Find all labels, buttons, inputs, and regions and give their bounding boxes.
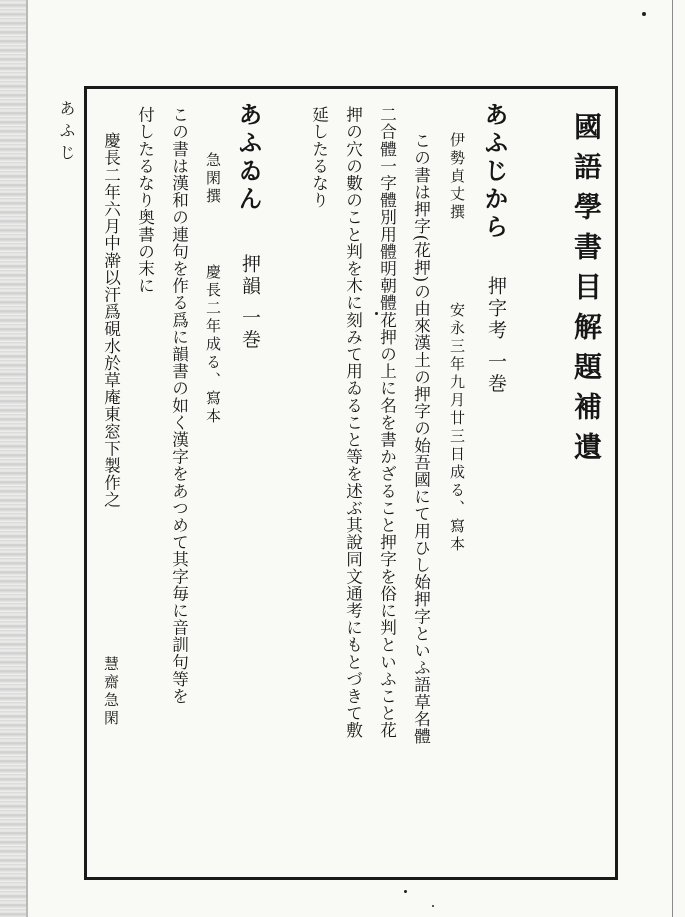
entry-1-body-line-3: 押の穴の數のこと判を木に刻みて用ゐること等を述ぶ其說同文通考にもとづきて敷 xyxy=(343,106,363,739)
running-head: あふじ xyxy=(57,100,76,166)
entry-1-book-title: 押字考 一巻 xyxy=(485,276,507,396)
gutter-edge-line xyxy=(26,0,28,917)
entry-2-heading-kana: あふゐん xyxy=(234,102,263,214)
entry-1-body-line-1: この書は押字(花押)の由來漢土の押字の始吾國にて用ひし始押字といふ語草名體 xyxy=(411,132,431,745)
page-title: 國語學書目解題補遺 xyxy=(570,112,603,472)
entry-1-author: 伊勢貞丈撰 xyxy=(448,132,466,222)
entry-2-body-line-2: 付したるなり奥書の末に xyxy=(135,106,155,295)
entry-1-body-line-4: 延したるなり xyxy=(309,106,329,209)
entry-2-signature: 慧齋急閑 xyxy=(102,656,120,728)
scan-speck xyxy=(642,12,646,16)
scan-speck xyxy=(375,312,378,315)
scan-speck xyxy=(432,905,434,907)
entry-2-author: 急閑撰 xyxy=(204,152,222,206)
entry-2-colophon: 慶長二年六月中澣以汗爲硯水於草庵東窓下製作之 xyxy=(101,132,121,509)
entry-1-heading-kana: あふじから xyxy=(480,102,509,242)
page-right-edge xyxy=(672,0,673,917)
scan-speck xyxy=(404,890,407,893)
page-gutter-shadow xyxy=(0,0,26,917)
entry-2-body-line-1: この書は漢和の連句を作る爲に韻書の如く漢字をあつめて其字毎に音訓句等を xyxy=(169,106,189,705)
entry-2-book-title: 押韻 一巻 xyxy=(239,254,261,352)
entry-2-date-note: 慶長二年成る、寫本 xyxy=(204,264,222,426)
entry-1-date-note: 安永三年九月廿三日成る、寫本 xyxy=(448,302,466,554)
entry-1-body-line-2: 二合體一字體別用體明朝體花押の上に名を書かざること押字を俗に判といふこと花 xyxy=(377,106,397,739)
